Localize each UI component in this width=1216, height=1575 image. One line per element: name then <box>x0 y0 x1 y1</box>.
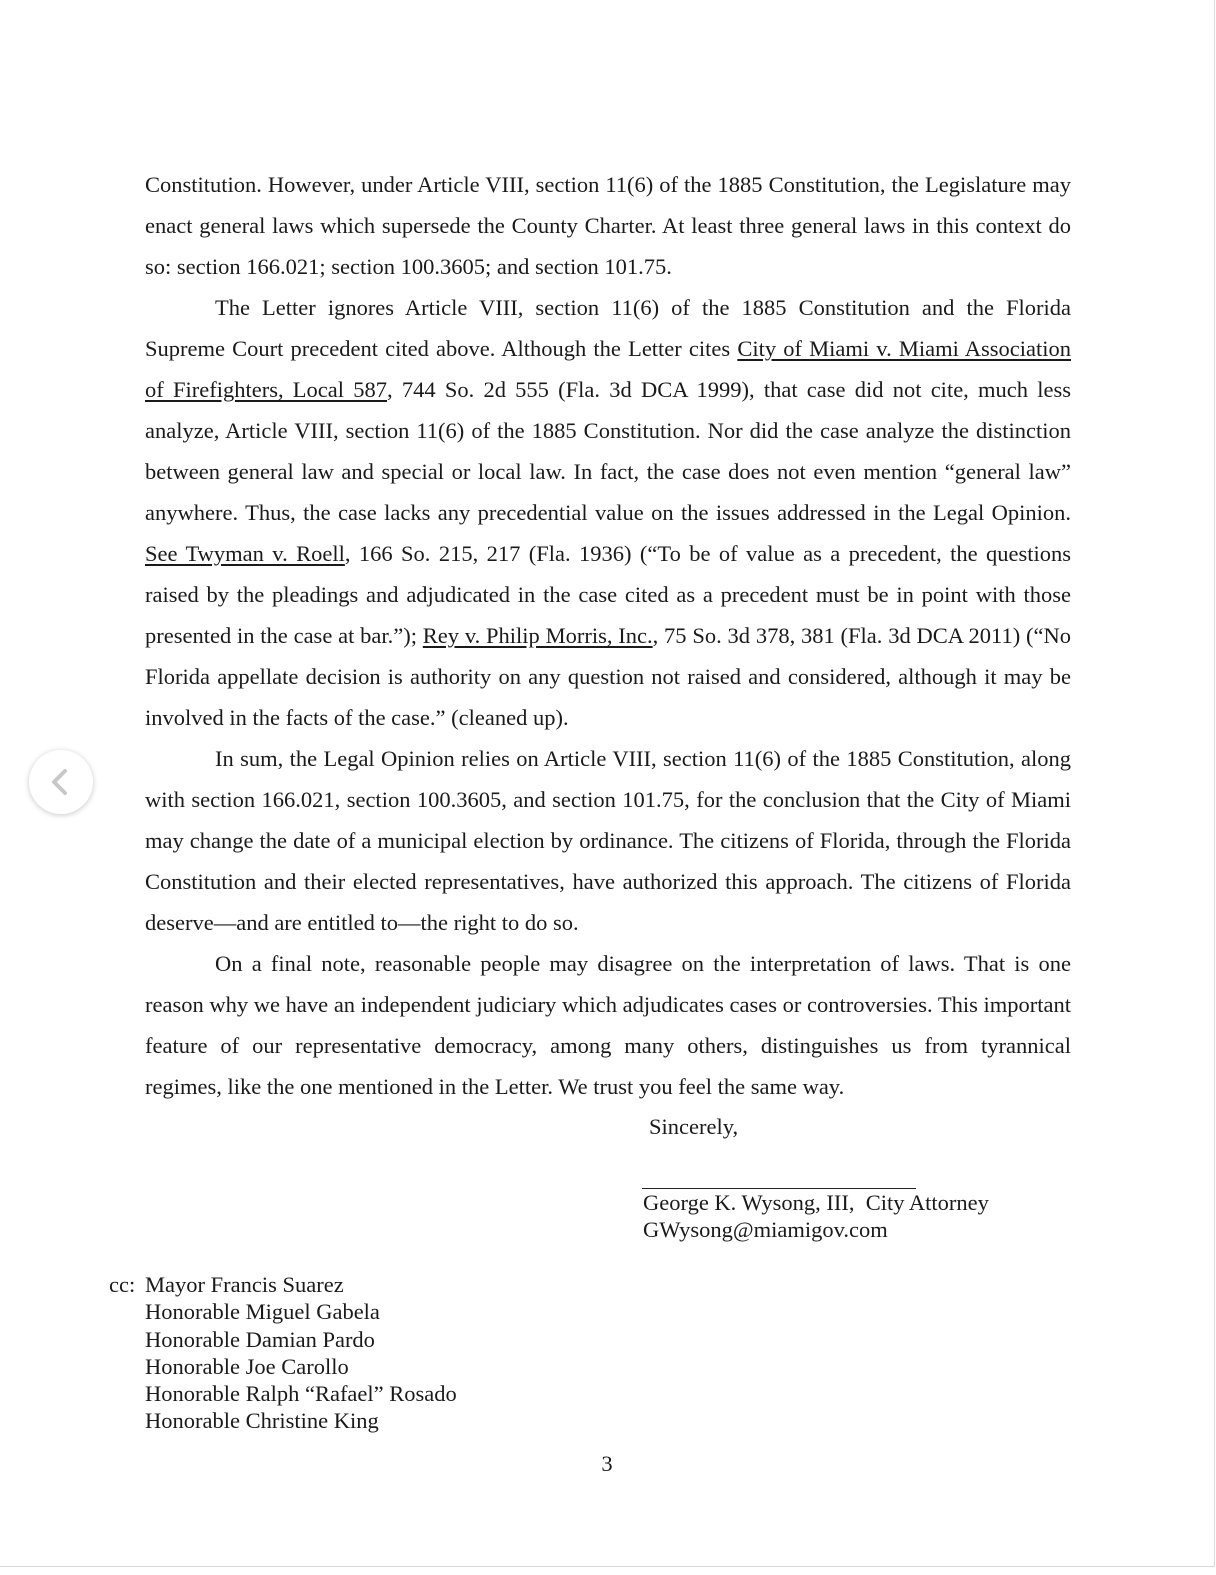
paragraph-1: Constitution. However, under Article VIII, section 11(6) of the 1885 Constitution, the Legislature may enact general laws which supersede the County Charter. At least three general laws in this context do so: section 166.021; section 100.3605; and section 101.75. <box>145 172 1071 279</box>
cc-recipient: Honorable Joe Carollo <box>145 1353 349 1379</box>
cc-recipient: Honorable Christine King <box>145 1408 379 1434</box>
chevron-left-icon <box>49 768 71 796</box>
signer-name: George K. Wysong, III, City Attorney <box>643 1190 989 1215</box>
cc-list <box>109 1271 457 1435</box>
cc-recipient: Honorable Miguel Gabela <box>145 1299 380 1325</box>
paragraph-3: In sum, the Legal Opinion relies on Article VIII, section 11(6) of the 1885 Constitution, along with section 166.021, section 100.3605, and section 101.75, for the conclusion that the City of Miami may change the date of a municipal election by ordinance. The citizens of Florida, through the Florida Constitution and their elected representatives, have authorized this approach. The citizens of Florida deserve—and are entitled to—the right to do so. <box>145 746 1071 935</box>
signature-block <box>643 1189 989 1243</box>
paragraph-2-text-b: , 744 So. 2d 555 (Fla. 3d DCA 1999), that case did not cite, much less analyze, Article VIII, section 11(6) of the 1885 Constitution. Nor did the case analyze the distinction between general law and special or local law. In fact, the case does not even mention “general law” anywhere. Thus, the case lacks any precedential value on the issues addressed in the Legal Opinion. <box>145 377 1071 525</box>
cc-row-1 <box>109 1271 457 1298</box>
case-citation-twyman: See Twyman v. Roell <box>145 541 345 566</box>
cc-label: cc: <box>109 1272 136 1297</box>
cc-recipient: Honorable Damian Pardo <box>145 1326 375 1352</box>
letter-body <box>145 164 1071 1107</box>
previous-page-button[interactable] <box>29 750 93 814</box>
page-number: 3 <box>601 1451 613 1476</box>
signer-email: GWysong@miamigov.com <box>643 1217 888 1242</box>
case-citation-rey: Rey v. Philip Morris, Inc. <box>422 623 653 648</box>
cc-recipient: Honorable Ralph “Rafael” Rosado <box>145 1381 457 1407</box>
paragraph-2-text-a: The Letter ignores Article VIII, section 11(6) of the 1885 Constitution and the Florida Supreme Court precedent cited above. Although the Letter cites <box>145 295 1071 361</box>
paragraph-2 <box>145 287 1071 738</box>
case-citation-city-of-miami: City of Miami v. Miami Association of Firefighters, Local 587 <box>145 336 1072 402</box>
closing-salutation: Sincerely, <box>649 1114 739 1139</box>
paragraph-2-text-c: , 166 So. 215, 217 (Fla. 1936) (“To be of value as a precedent, the questions raised by the pleadings and adjudicated in the case cited as a precedent must be in point with those presented in the case at bar.”); <box>145 541 1072 648</box>
paragraph-4: On a final note, reasonable people may disagree on the interpretation of laws. That is one reason why we have an independent judiciary which adjudicates cases or controversies. This important feature of our representative democracy, among many others, distinguishes us from tyrannical regimes, like the one mentioned in the Letter. We trust you feel the same way. <box>145 951 1071 1099</box>
cc-recipient: Mayor Francis Suarez <box>145 1272 344 1297</box>
paragraph-2-text-d: , 75 So. 3d 378, 381 (Fla. 3d DCA 2011) (“No Florida appellate decision is authority on any question not raised and considered, although it may be involved in the facts of the case.” (cleaned up). <box>145 623 1071 730</box>
